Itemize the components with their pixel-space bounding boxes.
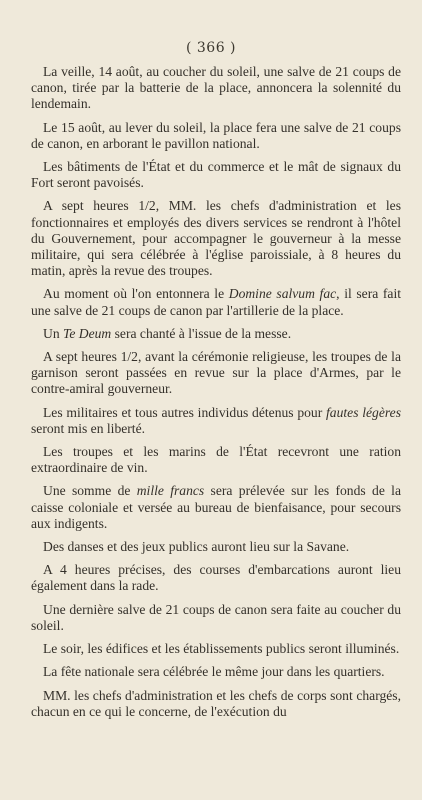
paragraph-text: sera prélevée sur les fonds de la caisse coloniale et versée au bureau de bienfaisance, pour secours aux indigents.: [31, 483, 401, 531]
paragraph-text: sera chanté à l'issue de la messe.: [111, 325, 292, 341]
page-number: ( 366 ): [185, 40, 237, 56]
paragraph-emphasis: mille francs: [136, 483, 205, 499]
paragraph-text: Une somme de: [43, 483, 137, 499]
paragraph: Les troupes et les marins de l'État recevront une ration extraordinaire de vin.: [31, 444, 401, 476]
paragraph-text: Au moment où l'on entonnera le: [43, 286, 229, 302]
paragraph-emphasis: Domine salvum fac: [228, 286, 337, 302]
paragraph: Les bâtiments de l'État et du commerce et le mât de signaux du Fort seront pavoisés.: [31, 159, 401, 191]
paragraph: La veille, 14 août, au coucher du soleil, une salve de 21 coups de canon, tirée par la batterie de la place, annoncera la solennité du lendemain.: [31, 64, 401, 112]
paragraph: A 4 heures précises, des courses d'embarcations auront lieu également dans la rade.: [31, 562, 401, 594]
paragraph: A sept heures 1/2, MM. les chefs d'administration et les fonctionnaires et employés des divers services se rendront à l'hôtel du Gouvernement, pour accompagner le gouverneur à la messe militaire, qui sera célébrée à l'église paroissiale, à 8 heures du matin, après la revue des troupes.: [31, 198, 401, 279]
paragraph: [31, 405, 401, 437]
paragraph: Le 15 août, au lever du soleil, la place fera une salve de 21 coups de canon, en arborant le pavillon national.: [31, 119, 401, 151]
paragraph: Des danses et des jeux publics auront lieu sur la Savane.: [43, 539, 350, 555]
paragraph-text: seront mis en liberté.: [31, 420, 146, 436]
paragraph-emphasis: Te Deum: [63, 325, 112, 341]
paragraph: La fête nationale sera célébrée le même jour dans les quartiers.: [43, 664, 385, 680]
paragraph: Une dernière salve de 21 coups de canon sera faite au coucher du soleil.: [31, 601, 401, 633]
paragraph: Le soir, les édifices et les établissements publics seront illuminés.: [43, 641, 400, 657]
paragraph: [31, 286, 401, 318]
paragraph-text: Les militaires et tous autres individus détenus pour: [43, 404, 327, 420]
paragraph: [31, 326, 401, 342]
document-body: [31, 64, 401, 727]
paragraph-text: , il sera fait une salve de 21 coups de canon par l'artillerie de la place.: [31, 286, 401, 318]
paragraph: A sept heures 1/2, avant la cérémonie religieuse, les troupes de la garnison seront passées en revue sur la place d'Armes, par le contre-amiral gouverneur.: [31, 349, 401, 397]
paragraph-emphasis: fautes légères: [326, 404, 401, 420]
paragraph: [31, 483, 401, 532]
paragraph: MM. les chefs d'administration et les chefs de corps sont chargés, chacun en ce qui le concerne, de l'exécution du: [31, 687, 401, 719]
paragraph-text: Un: [43, 325, 64, 341]
